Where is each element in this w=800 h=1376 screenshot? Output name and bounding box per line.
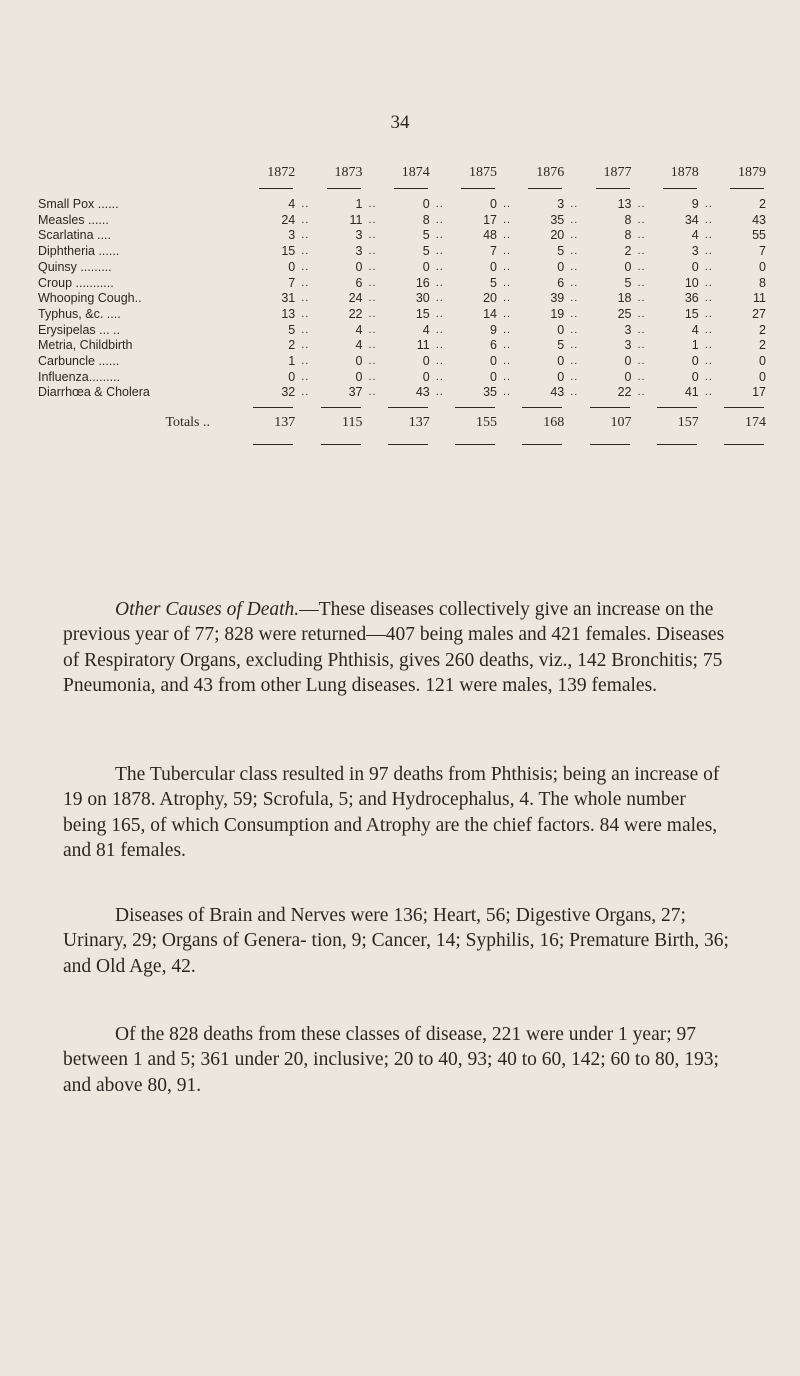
- cell-value: 15: [415, 306, 430, 321]
- year-header: 1877: [584, 165, 631, 191]
- dot-leader: ..: [368, 213, 377, 226]
- dot-leader: ..: [570, 260, 579, 273]
- dot-leader: ..: [570, 370, 579, 383]
- paragraph-heading: Other Causes of Death.: [115, 599, 300, 620]
- cell-value: 10: [684, 275, 699, 290]
- cell-value: 22: [348, 306, 363, 321]
- row-label: Quinsy .........: [38, 259, 112, 274]
- cell-value: 4: [288, 197, 296, 211]
- cell-value: 5: [422, 244, 430, 259]
- row-label: Whooping Cough..: [38, 291, 142, 306]
- cell-value: 48: [483, 228, 497, 243]
- dot-leader: ..: [704, 307, 713, 320]
- total-value: 155: [450, 401, 497, 445]
- dot-leader: ..: [502, 245, 512, 258]
- cell-value: 0: [490, 369, 497, 384]
- dot-leader: ..: [570, 339, 579, 352]
- dot-leader: ..: [637, 198, 646, 210]
- cell-value: 39: [550, 291, 565, 306]
- dot-leader: ..: [502, 339, 512, 352]
- dot-leader: ..: [502, 260, 512, 273]
- cell-value: 1: [691, 338, 699, 353]
- table-row: [38, 191, 766, 213]
- spacer: [363, 401, 383, 445]
- total-value: 115: [315, 401, 362, 445]
- dot-leader: ..: [637, 355, 646, 368]
- dot-leader: ..: [704, 355, 713, 368]
- year-header: 1875: [450, 165, 497, 191]
- cell-value: 11: [416, 338, 430, 353]
- cell-value: 0: [422, 197, 430, 211]
- cell-value: 4: [355, 322, 363, 337]
- year-header: 1872: [248, 165, 295, 191]
- dot-leader: ..: [502, 229, 512, 242]
- table-row: [38, 370, 766, 386]
- cell-value: 43: [550, 385, 565, 400]
- dot-leader: ..: [570, 355, 579, 368]
- dot-leader: ..: [502, 213, 512, 226]
- cell-value: 19: [550, 306, 565, 321]
- table-row: [38, 213, 766, 229]
- paragraph-brain-nerves: [63, 903, 733, 979]
- cell-value: 2: [288, 338, 296, 353]
- cell-value: 0: [490, 197, 497, 211]
- dot-leader: ..: [368, 355, 377, 368]
- cell-value: 20: [550, 228, 565, 243]
- total-value: 174: [719, 401, 766, 445]
- cell-value: 5: [624, 275, 632, 290]
- dot-leader: ..: [704, 339, 713, 352]
- dot-leader: ..: [502, 370, 512, 383]
- dot-leader: ..: [637, 245, 646, 258]
- row-label: Influenza.........: [38, 369, 120, 384]
- dot-leader: ..: [301, 245, 310, 258]
- cell-value: 3: [355, 244, 363, 259]
- cell-value: 8: [422, 212, 430, 227]
- dot-leader: ..: [502, 276, 512, 289]
- cell-value: 18: [617, 291, 632, 306]
- cell-value: 24: [281, 212, 296, 227]
- cell-value: 25: [617, 306, 632, 321]
- dot-leader: ..: [301, 260, 310, 273]
- dot-leader: ..: [637, 339, 646, 352]
- dot-leader: ..: [435, 355, 444, 368]
- cell-value: 36: [684, 291, 699, 306]
- dot-leader: ..: [704, 198, 713, 210]
- dot-leader: ..: [502, 386, 512, 399]
- cell-value: 22: [617, 385, 632, 400]
- paragraph-text: The Tubercular class resulted in 97 deaths from Phthisis; being an increase of 19 on 1878. Atrophy, 59; Scrofula, 5; and Hydrocephalus, 4. The whole number being 165, of which Consumption and Atrophy are the chief factors. 84 were males, and 81 females.: [63, 764, 720, 861]
- cell-value: 2: [624, 244, 632, 259]
- table-body: [38, 191, 766, 445]
- paragraph-age-breakdown: [63, 1022, 733, 1098]
- dot-leader: ..: [435, 370, 444, 383]
- dot-leader: ..: [637, 386, 646, 399]
- dot-leader: ..: [301, 370, 310, 383]
- row-label: Scarlatina ....: [38, 228, 111, 243]
- year-header: 1876: [517, 165, 564, 191]
- dot-leader: ..: [301, 276, 310, 289]
- totals-row: [38, 401, 766, 445]
- cell-value: 43: [752, 212, 766, 227]
- dot-leader: ..: [570, 245, 579, 258]
- paragraph-other-causes: [63, 597, 733, 698]
- header-label-spacer: [38, 165, 248, 191]
- cell-value: 0: [288, 369, 296, 384]
- cell-value: 0: [422, 354, 430, 369]
- spacer: [699, 401, 719, 445]
- dot-leader: ..: [637, 307, 646, 320]
- cell-value: 31: [281, 291, 296, 306]
- cell-value: 4: [422, 322, 430, 337]
- row-label: Typhus, &c. ....: [38, 306, 121, 321]
- cell-value: 4: [355, 338, 363, 353]
- cell-value: 9: [691, 197, 699, 211]
- year-header: 1878: [652, 165, 699, 191]
- dot-leader: ..: [502, 198, 512, 210]
- dot-leader: ..: [704, 323, 713, 336]
- dot-leader: ..: [435, 386, 444, 399]
- cell-value: 30: [415, 291, 430, 306]
- table-header-row: [38, 165, 766, 191]
- dot-leader: ..: [637, 370, 646, 383]
- year-header: 1879: [719, 165, 766, 191]
- cell-value: 0: [557, 354, 565, 369]
- dot-leader: ..: [502, 292, 512, 305]
- table-row: [38, 291, 766, 307]
- paragraph-text: Diseases of Brain and Nerves were 136; Heart, 56; Digestive Organs, 27; Urinary, 29; Organs of Genera- tion, 9; Cancer, 14; Syphilis, 16; Premature Birth, 36; and Old Age, 42.: [63, 905, 729, 977]
- cell-value: 0: [355, 259, 363, 274]
- dot-leader: ..: [301, 323, 310, 336]
- cell-value: 3: [624, 322, 632, 337]
- cell-value: 5: [557, 244, 565, 259]
- totals-label: Totals ..: [165, 415, 210, 431]
- cell-value: 35: [550, 212, 565, 227]
- dot-leader: ..: [301, 198, 310, 210]
- dot-leader: ..: [368, 198, 377, 210]
- dot-leader: ..: [570, 292, 579, 305]
- dot-leader: ..: [637, 276, 646, 289]
- cell-value: 13: [617, 197, 632, 211]
- cell-value: 11: [349, 212, 363, 227]
- dot-leader: ..: [637, 323, 646, 336]
- dot-leader: ..: [704, 292, 713, 305]
- cell-value: 2: [759, 338, 766, 353]
- cell-value: 3: [557, 197, 565, 211]
- row-label: Carbuncle ......: [38, 354, 120, 369]
- dot-leader: ..: [368, 229, 377, 242]
- cell-value: 17: [752, 385, 766, 400]
- mortality-table: [38, 165, 766, 445]
- cell-value: 7: [288, 275, 296, 290]
- cell-value: 6: [557, 275, 565, 290]
- cell-value: 0: [759, 354, 766, 369]
- cell-value: 27: [752, 306, 766, 321]
- dot-leader: ..: [704, 260, 713, 273]
- dot-leader: ..: [502, 307, 512, 320]
- paragraph-text: —These diseases collectively give an increase on the previous year of 77; 828 were returned—407 being males and 421 females. Diseases of Respiratory Organs, excluding Phthisis, gives 260 deaths, viz., 142 Bronchitis; 75 Pneumonia, and 43 from other Lung diseases. 121 were males, 139 females.: [63, 599, 725, 696]
- cell-value: 7: [490, 244, 497, 259]
- row-label: Croup ...........: [38, 275, 114, 290]
- cell-value: 2: [759, 322, 766, 337]
- paragraph-text: Of the 828 deaths from these classes of disease, 221 were under 1 year; 97 between 1 and 5; 361 under 20, inclusive; 20 to 40, 93; 40 to 60, 142; 60 to 80, 193; and above 80, 91.: [63, 1024, 719, 1096]
- year-header: 1873: [315, 165, 362, 191]
- dot-leader: ..: [435, 245, 444, 258]
- cell-value: 0: [691, 354, 699, 369]
- cell-value: 0: [624, 259, 632, 274]
- cell-value: 0: [759, 369, 766, 384]
- table-row: [38, 354, 766, 370]
- table-row: [38, 385, 766, 401]
- cell-value: 14: [483, 306, 497, 321]
- dot-leader: ..: [301, 386, 310, 399]
- dot-leader: ..: [502, 355, 512, 368]
- dot-leader: ..: [570, 323, 579, 336]
- dot-leader: ..: [637, 213, 646, 226]
- cell-value: 0: [355, 354, 363, 369]
- dot-leader: ..: [435, 198, 444, 210]
- row-label: Erysipelas ... ..: [38, 322, 120, 337]
- total-value: 137: [383, 401, 430, 445]
- dot-leader: ..: [301, 213, 310, 226]
- dot-leader: ..: [435, 323, 444, 336]
- cell-value: 0: [288, 259, 296, 274]
- dot-leader: ..: [368, 370, 377, 383]
- dot-leader: ..: [301, 339, 310, 352]
- cell-value: 11: [753, 291, 766, 306]
- spacer: [632, 401, 652, 445]
- dot-leader: ..: [368, 276, 377, 289]
- cell-value: 16: [415, 275, 430, 290]
- cell-value: 0: [422, 369, 430, 384]
- dot-leader: ..: [502, 323, 512, 336]
- dot-leader: ..: [435, 229, 444, 242]
- cell-value: 20: [483, 291, 497, 306]
- cell-value: 5: [288, 322, 296, 337]
- cell-value: 3: [624, 338, 632, 353]
- cell-value: 3: [355, 228, 363, 243]
- dot-leader: ..: [368, 292, 377, 305]
- cell-value: 0: [557, 322, 565, 337]
- dot-leader: ..: [637, 260, 646, 273]
- dot-leader: ..: [435, 213, 444, 226]
- total-value: 168: [517, 401, 564, 445]
- total-value: 157: [652, 401, 699, 445]
- dot-leader: ..: [368, 260, 377, 273]
- dot-leader: ..: [368, 323, 377, 336]
- dot-leader: ..: [368, 339, 377, 352]
- dot-leader: ..: [301, 355, 310, 368]
- table-row: [38, 260, 766, 276]
- dot-leader: ..: [368, 307, 377, 320]
- dot-leader: ..: [637, 229, 646, 242]
- dot-leader: ..: [637, 292, 646, 305]
- cell-value: 6: [355, 275, 363, 290]
- cell-value: 5: [422, 228, 430, 243]
- spacer: [564, 401, 584, 445]
- table-row: [38, 323, 766, 339]
- dot-leader: ..: [570, 307, 579, 320]
- cell-value: 8: [624, 212, 632, 227]
- cell-value: 0: [557, 259, 565, 274]
- dot-leader: ..: [435, 260, 444, 273]
- row-label: Metria, Childbirth: [38, 338, 133, 353]
- cell-value: 34: [684, 212, 699, 227]
- table-row: [38, 276, 766, 292]
- cell-value: 0: [759, 259, 766, 274]
- cell-value: 15: [281, 244, 296, 259]
- dot-leader: ..: [435, 292, 444, 305]
- cell-value: 5: [490, 275, 497, 290]
- cell-value: 0: [691, 369, 699, 384]
- total-value: 107: [584, 401, 631, 445]
- cell-value: 55: [752, 228, 766, 243]
- spacer: [295, 401, 315, 445]
- dot-leader: ..: [301, 307, 310, 320]
- cell-value: 7: [759, 244, 766, 259]
- page-number: 34: [390, 112, 410, 133]
- cell-value: 4: [691, 228, 699, 243]
- table-row: [38, 244, 766, 260]
- cell-value: 0: [422, 259, 430, 274]
- cell-value: 24: [348, 291, 363, 306]
- cell-value: 3: [288, 228, 296, 243]
- table-row: [38, 228, 766, 244]
- cell-value: 43: [415, 385, 430, 400]
- dot-leader: ..: [368, 386, 377, 399]
- cell-value: 3: [691, 244, 699, 259]
- cell-value: 41: [684, 385, 699, 400]
- dot-leader: ..: [570, 229, 579, 242]
- row-label: Small Pox ......: [38, 197, 119, 211]
- dot-leader: ..: [301, 292, 310, 305]
- cell-value: 5: [557, 338, 565, 353]
- dot-leader: ..: [704, 386, 713, 399]
- dot-leader: ..: [704, 213, 713, 226]
- dot-leader: ..: [435, 307, 444, 320]
- year-header: 1874: [383, 165, 430, 191]
- cell-value: 32: [281, 385, 296, 400]
- dot-leader: ..: [570, 213, 579, 226]
- cell-value: 2: [759, 197, 766, 211]
- paragraph-tubercular: [63, 762, 733, 863]
- cell-value: 6: [490, 338, 497, 353]
- row-label: Diarrhœa & Cholera: [38, 385, 150, 400]
- dot-leader: ..: [704, 229, 713, 242]
- cell-value: 8: [624, 228, 632, 243]
- cell-value: 1: [355, 197, 363, 211]
- dot-leader: ..: [570, 276, 579, 289]
- cell-value: 0: [490, 354, 497, 369]
- dot-leader: ..: [704, 370, 713, 383]
- cell-value: 17: [483, 212, 497, 227]
- dot-leader: ..: [570, 198, 579, 210]
- table-row: [38, 307, 766, 323]
- cell-value: 0: [624, 354, 632, 369]
- dot-leader: ..: [435, 339, 444, 352]
- row-label: Diphtheria ......: [38, 244, 120, 259]
- dot-leader: ..: [368, 245, 377, 258]
- spacer: [430, 401, 450, 445]
- dot-leader: ..: [570, 386, 579, 399]
- cell-value: 0: [624, 369, 632, 384]
- cell-value: 0: [490, 259, 497, 274]
- row-label: Measles ......: [38, 212, 109, 227]
- cell-value: 0: [355, 369, 363, 384]
- cell-value: 35: [483, 385, 497, 400]
- dot-leader: ..: [704, 245, 713, 258]
- cell-value: 0: [691, 259, 699, 274]
- cell-value: 9: [490, 322, 497, 337]
- cell-value: 8: [759, 275, 766, 290]
- cell-value: 15: [684, 306, 699, 321]
- cell-value: 4: [691, 322, 699, 337]
- cell-value: 0: [557, 369, 565, 384]
- cell-value: 1: [288, 354, 296, 369]
- table-row: [38, 338, 766, 354]
- total-value: 137: [248, 401, 295, 445]
- dot-leader: ..: [704, 276, 713, 289]
- cell-value: 37: [348, 385, 363, 400]
- spacer: [497, 401, 517, 445]
- dot-leader: ..: [301, 229, 310, 242]
- cell-value: 13: [281, 306, 296, 321]
- dot-leader: ..: [435, 276, 444, 289]
